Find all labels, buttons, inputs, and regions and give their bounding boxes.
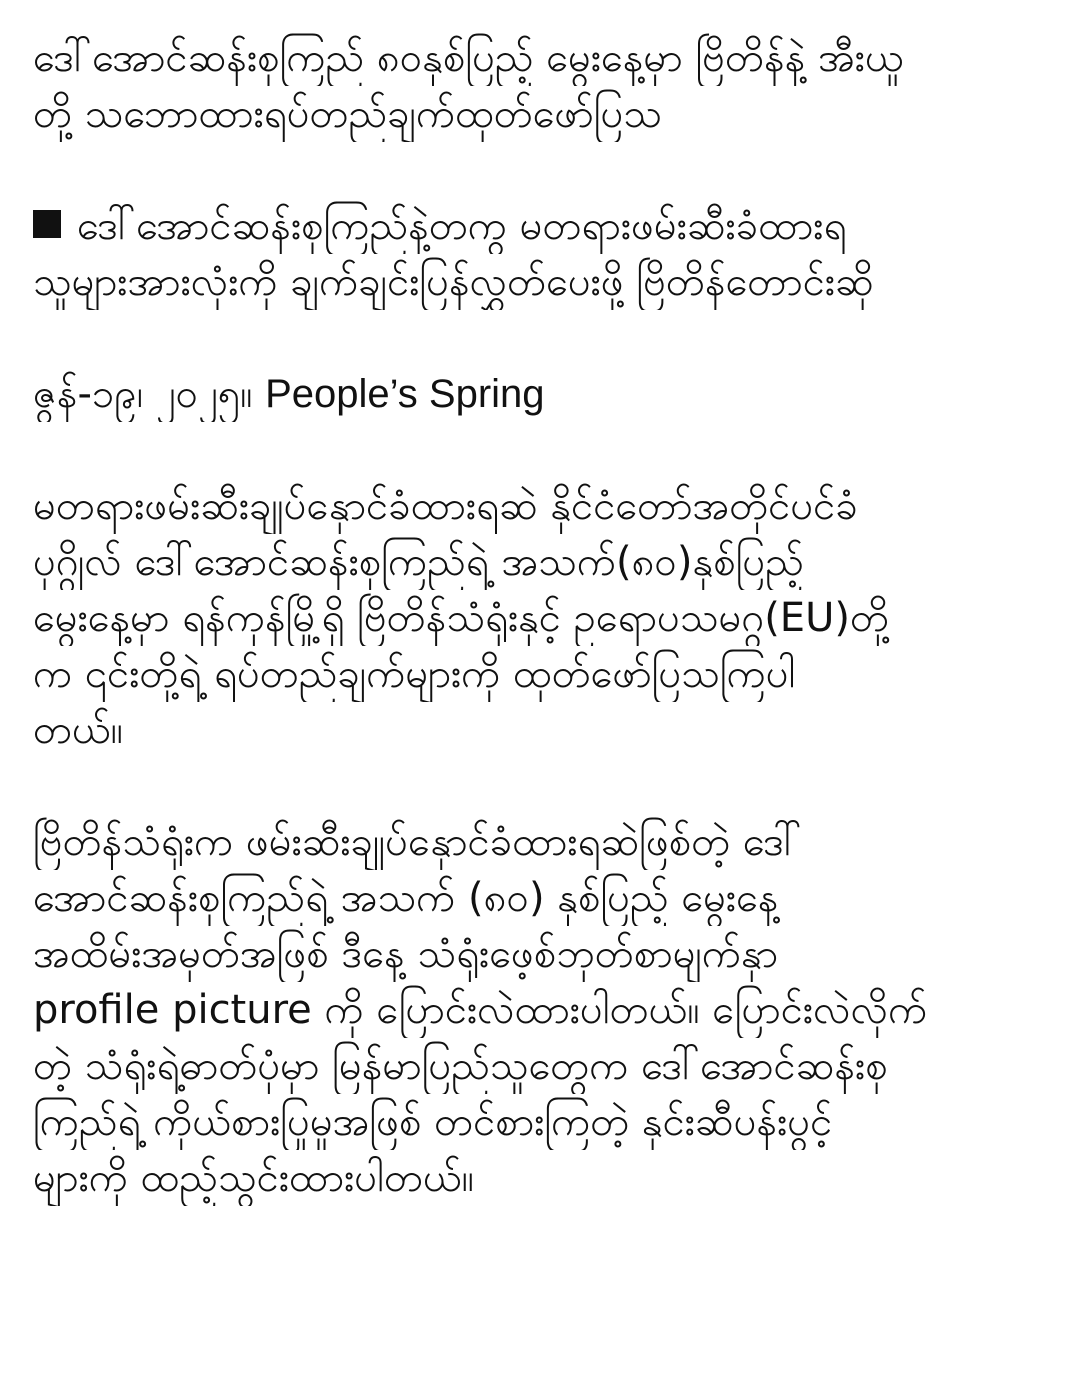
- paragraph-1-line: မွေးနေ့မှာ ရန်ကုန်မြို့ရှိ ဗြိတိန်သံရုံးနှင့် ဥရောပသမဂ္ဂ(EU)တို့: [33, 595, 889, 641]
- paragraph-2-line: profile picture ကို ပြောင်းလဲထားပါတယ်။ ပြောင်းလဲလိုက်: [33, 987, 928, 1033]
- paragraph-2-line: တဲ့ သံရုံးရဲ့ဓာတ်ပုံမှာ မြန်မာပြည်သူတွေက ဒေါ်အောင်ဆန်းစု: [33, 1043, 888, 1089]
- headline: [33, 30, 1043, 142]
- subheadline: [33, 198, 1043, 310]
- paragraph-2-line: ကြည်ရဲ့ ကိုယ်စားပြုမှုအဖြစ် တင်စားကြတဲ့ နှင်းဆီပန်းပွင့်: [33, 1099, 833, 1145]
- headline-line-1: ဒေါ်အောင်ဆန်းစုကြည် ၈၀နှစ်ပြည့် မွေးနေ့မှာ ဗြိတိန်နဲ့ အီးယူ: [33, 35, 904, 81]
- paragraph-2-line: များကို ထည့်သွင်းထားပါတယ်။: [33, 1155, 474, 1201]
- spacer: [33, 758, 1043, 814]
- paragraph-2: [33, 814, 1043, 1206]
- subheadline-line-2: သူများအားလုံးကို ချက်ချင်းပြန်လွှတ်ပေးဖို့ ဗြိတိန်တောင်းဆို: [33, 259, 874, 305]
- headline-line-2: တို့ သဘောထားရပ်တည်ချက်ထုတ်ဖော်ပြသ: [33, 91, 662, 137]
- paragraph-1-line: ပုဂ္ဂိုလ် ဒေါ်အောင်ဆန်းစုကြည်ရဲ့ အသက်(၈၀)နှစ်ပြည့်: [33, 539, 804, 585]
- paragraph-2-line: အောင်ဆန်းစုကြည်ရဲ့ အသက် (၈၀) နှစ်ပြည့် မွေးနေ့: [33, 875, 779, 921]
- square-bullet-icon: [33, 210, 61, 238]
- paragraph-1: [33, 478, 1043, 758]
- spacer: [33, 422, 1043, 478]
- dateline-line: [33, 366, 1043, 422]
- subheadline-text-1: ဒေါ်အောင်ဆန်းစုကြည်နဲ့တကွ မတရားဖမ်းဆီးခံထားရ: [77, 203, 847, 249]
- article: [33, 30, 1043, 1206]
- spacer: [33, 310, 1043, 366]
- paragraph-1-line: တယ်။: [33, 707, 123, 753]
- paragraph-1-line: က ၎င်းတို့ရဲ့ ရပ်တည်ချက်များကို ထုတ်ဖော်ပြသကြပါ: [33, 651, 796, 697]
- dateline-source: People’s Spring: [265, 372, 545, 416]
- paragraph-1-line: မတရားဖမ်းဆီးချုပ်နှောင်ခံထားရဆဲ နိုင်ငံတော်အတိုင်ပင်ခံ: [33, 483, 858, 529]
- paragraph-2-line: အထိမ်းအမှတ်အဖြစ် ဒီနေ့ သံရုံးဖေ့စ်ဘုတ်စာမျက်နှာ: [33, 931, 779, 977]
- dateline: [33, 366, 1043, 422]
- dateline-date: ဇွန်-၁၉၊ ၂၀၂၅။: [33, 371, 253, 417]
- spacer: [33, 142, 1043, 198]
- subheadline-line-1: [33, 198, 1043, 254]
- paragraph-2-line: ဗြိတိန်သံရုံးက ဖမ်းဆီးချုပ်နှောင်ခံထားရဆဲဖြစ်တဲ့ ဒေါ်: [33, 819, 802, 865]
